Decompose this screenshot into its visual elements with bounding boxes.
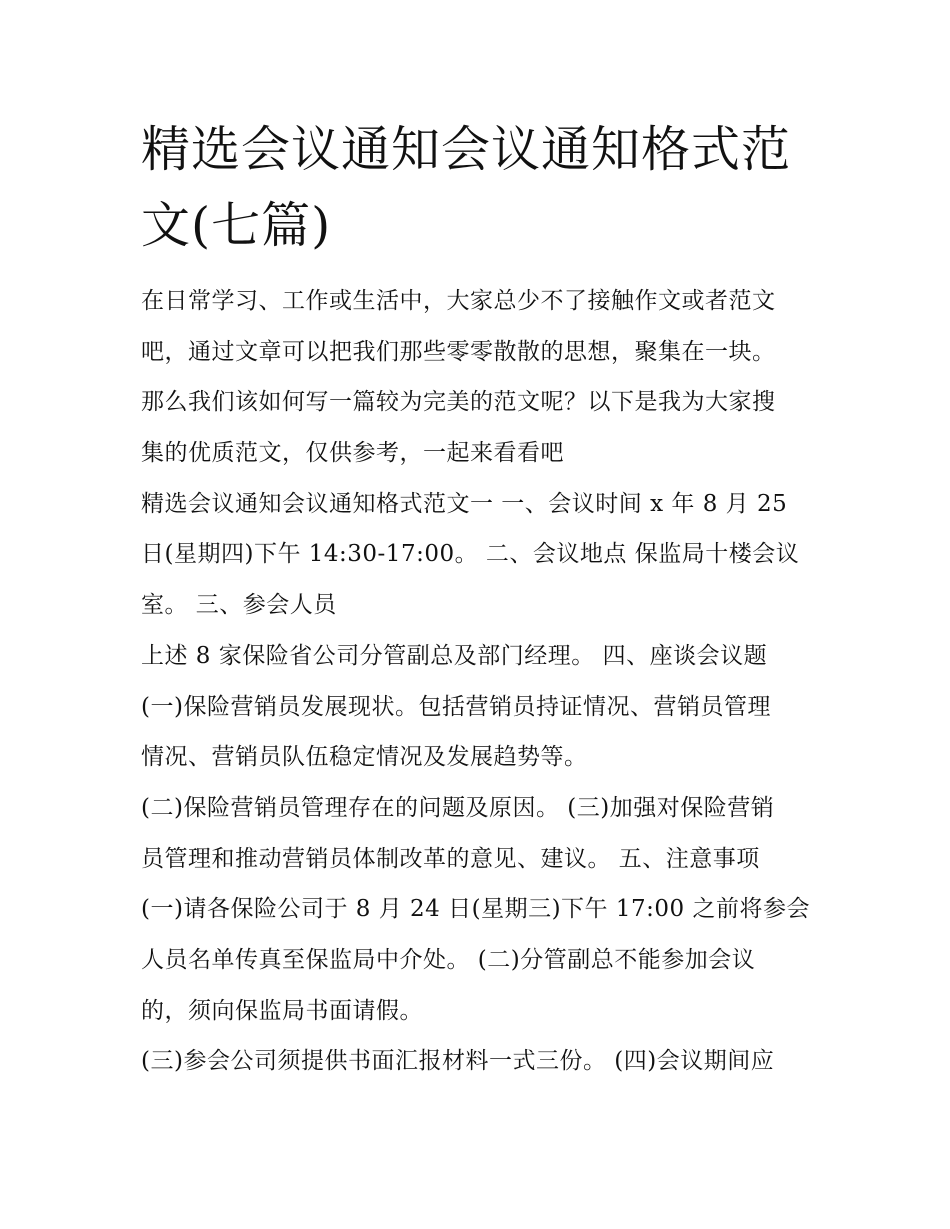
text-line: 日(星期四)下午 14:30-17:00。 二、会议地点 保监局十楼会议 (141, 541, 800, 568)
text-line: 的，须向保监局书面请假。 (141, 997, 423, 1024)
text-line: (一)请各保险公司于 8 月 24 日(星期三)下午 17:00 之前将参会 (141, 896, 810, 923)
text-line: 那么我们该如何写一篇较为完美的范文呢？以下是我为大家搜 (141, 389, 776, 416)
title-line: 文(七篇) (141, 197, 332, 254)
text-line: (一)保险营销员发展现状。包括营销员持证情况、营销员管理 (141, 693, 771, 720)
text-line: (二)保险营销员管理存在的问题及原因。 (三)加强对保险营销 (141, 794, 775, 821)
attendees-paragraph (141, 631, 821, 783)
text-line: 吧，通过文章可以把我们那些零零散散的思想，聚集在一块。 (141, 338, 776, 365)
text-line: 精选会议通知会议通知格式范文一 一、会议时间 x 年 8 月 25 (141, 490, 788, 517)
text-line: 上述 8 家保险省公司分管副总及部门经理。 四、座谈会议题 (141, 642, 768, 669)
text-line: 人员名单传真至保监局中介处。 (二)分管副总不能参加会议 (141, 946, 756, 973)
title-line: 精选会议通知会议通知格式范 (141, 121, 792, 178)
text-line: (三)参会公司须提供书面汇报材料一式三份。 (四)会议期间应 (141, 1048, 775, 1075)
issues-paragraph (141, 783, 821, 1036)
text-line: 员管理和推动营销员体制改革的意见、建议。 五、注意事项 (141, 845, 760, 872)
meeting-time-paragraph (141, 479, 821, 631)
text-line: 室。 三、参会人员 (141, 592, 337, 619)
document-title (141, 112, 821, 264)
text-line: 情况、营销员队伍稳定情况及发展趋势等。 (141, 744, 588, 771)
document-body (141, 276, 821, 1087)
materials-paragraph (141, 1036, 821, 1087)
text-line: 在日常学习、工作或生活中，大家总少不了接触作文或者范文 (141, 288, 776, 314)
intro-paragraph (141, 276, 821, 479)
text-line: 集的优质范文，仅供参考，一起来看看吧 (141, 440, 564, 467)
